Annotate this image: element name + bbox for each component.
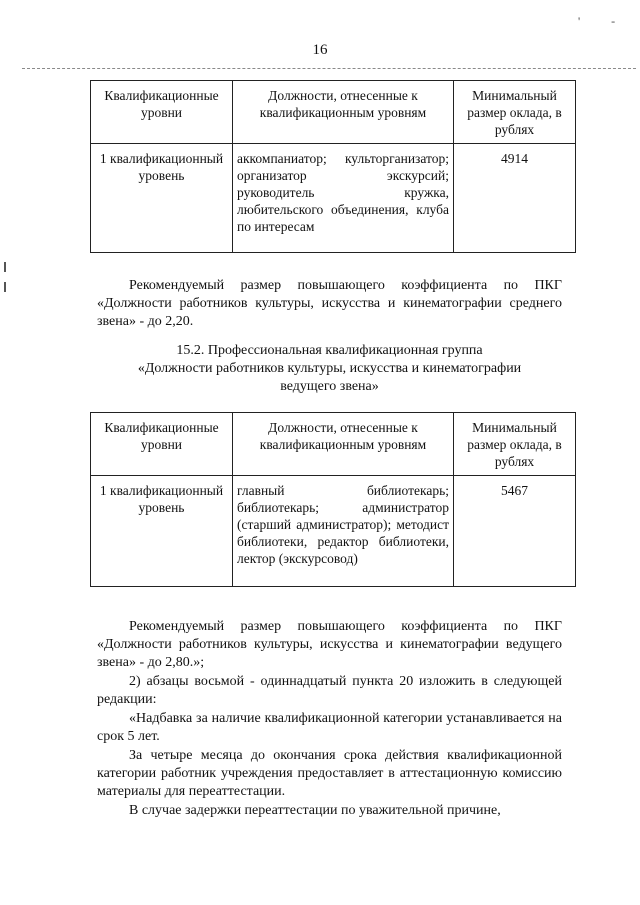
coefficient-paragraph-middle: Рекомендуемый размер повышающего коэффициента по ПКГ «Должности работников культуры, искусства и кинематографии среднего звена» - до 2,20.	[97, 278, 562, 329]
table-header-row	[91, 413, 576, 476]
column-header-positions: Должности, отнесенные к квалификационным уровням	[233, 413, 454, 476]
corner-scan-marks: ' -	[578, 14, 630, 28]
section-heading-line3: ведущего звена»	[280, 379, 379, 394]
column-header-levels: Квалификационные уровни	[91, 413, 233, 476]
table-row	[91, 144, 576, 253]
amendment-paragraph: 2) абзацы восьмой - одиннадцатый пункта 20 изложить в следующей редакции:	[97, 674, 562, 707]
delay-paragraph: В случае задержки переаттестации по уважительной причине,	[129, 803, 501, 818]
column-header-levels: Квалификационные уровни	[91, 81, 233, 144]
header-rule	[22, 68, 636, 69]
qualification-level-cell: 1 квалификационный уровень	[91, 476, 233, 587]
bonus-paragraph: «Надбавка за наличие квалификационной категории устанавливается на срок 5 лет.	[97, 711, 562, 744]
page-number: 16	[312, 42, 328, 58]
salary-table-leading-level	[90, 412, 576, 587]
column-header-salary: Минимальный размер оклада, в рублях	[454, 413, 576, 476]
section-heading-line2: «Должности работников культуры, искусства и кинематографии	[137, 361, 522, 376]
side-scan-mark	[4, 282, 6, 292]
salary-cell: 4914	[454, 144, 576, 253]
table-header-row	[91, 81, 576, 144]
column-header-positions: Должности, отнесенные к квалификационным уровням	[233, 81, 454, 144]
column-header-salary: Минимальный размер оклада, в рублях	[454, 81, 576, 144]
side-scan-mark	[4, 262, 6, 272]
table-row	[91, 476, 576, 587]
salary-cell: 5467	[454, 476, 576, 587]
coefficient-paragraph-leading: Рекомендуемый размер повышающего коэффициента по ПКГ «Должности работников культуры, искусства и кинематографии ведущего звена» - до 2,80.»;	[97, 619, 562, 670]
section-heading-line1: 15.2. Профессиональная квалификационная группа	[176, 343, 483, 358]
positions-cell: аккомпаниатор; культорганизатор; организатор экскурсий; руководитель кружка, любительского объединения, клуба по интересам	[233, 144, 454, 253]
qualification-level-cell: 1 квалификационный уровень	[91, 144, 233, 253]
recertification-paragraph: За четыре месяца до окончания срока действия квалификационной категории работник учреждения предоставляет в аттестационную комиссию материалы для переаттестации.	[97, 748, 562, 799]
positions-cell: главный библиотекарь; библиотекарь; администратор (старший администратор); методист библиотеки, редактор библиотеки, лектор (экскурсовод)	[233, 476, 454, 587]
salary-table-middle-level	[90, 80, 576, 253]
